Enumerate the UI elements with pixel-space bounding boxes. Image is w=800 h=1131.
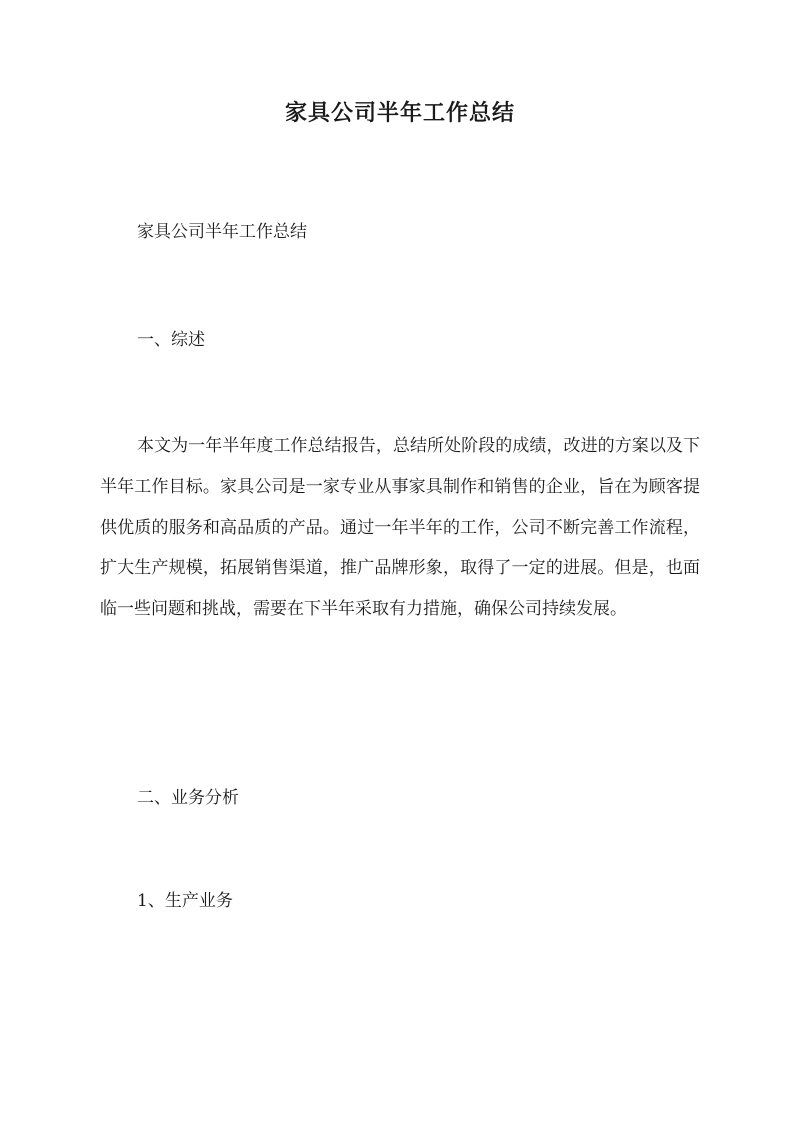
subsection-heading-production: 1、生产业务 [137, 891, 233, 911]
overview-paragraph: 本文为一年半年度工作总结报告，总结所处阶段的成绩，改进的方案以及下半年工作目标。家具公司是一家专业从事家具制作和销售的企业，旨在为顾客提供优质的服务和高品质的产品。通过一年半年的工作，公司不断完善工作流程，扩大生产规模，拓展销售渠道，推广品牌形象，取得了一定的进展。但是，也面临一些问题和挑战，需要在下半年采取有力措施，确保公司持续发展。 [100, 436, 700, 620]
section-heading-overview: 一、综述 [137, 330, 205, 350]
document-subtitle: 家具公司半年工作总结 [137, 222, 307, 242]
section-heading-business-analysis: 二、业务分析 [137, 788, 239, 808]
document-title: 家具公司半年工作总结 [284, 100, 515, 126]
